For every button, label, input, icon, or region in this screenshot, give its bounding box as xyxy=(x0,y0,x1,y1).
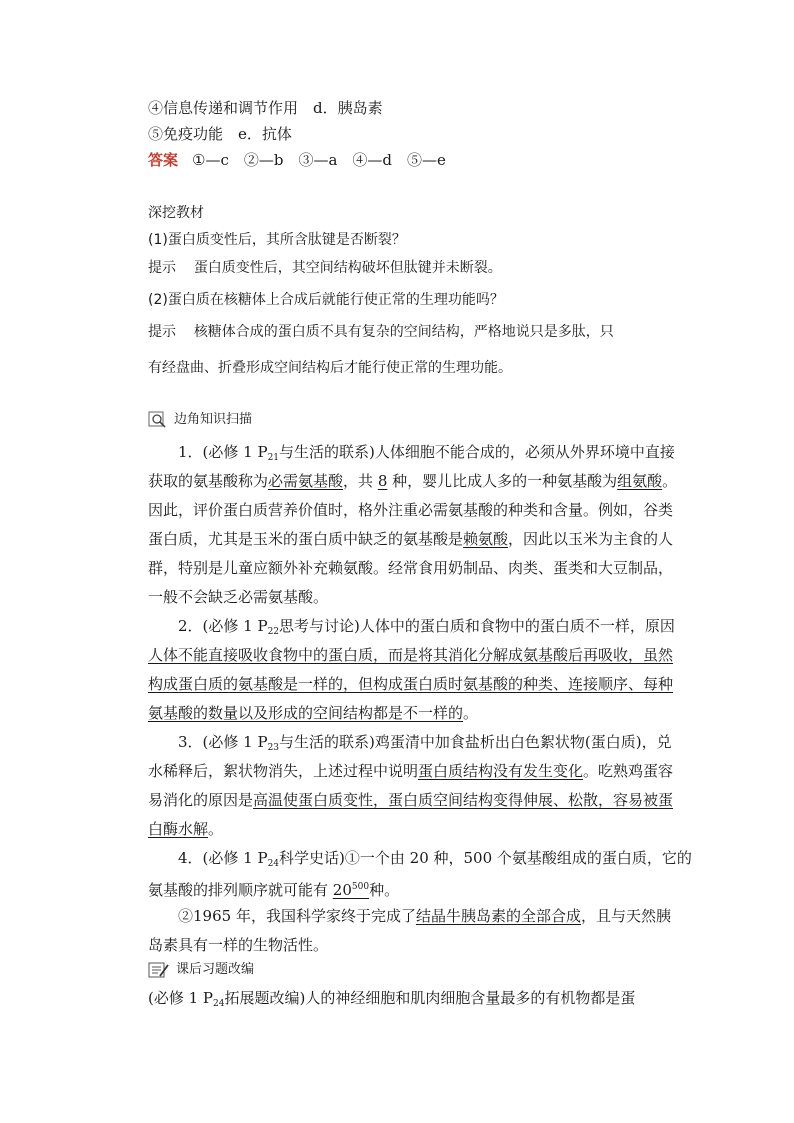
item-text: 。吃熟鸡蛋容 xyxy=(583,762,674,780)
scan-heading-text: 边角知识扫描 xyxy=(174,412,253,427)
answer-blank: 白酶水解 xyxy=(148,820,209,838)
hint-1-text: 蛋白质变性后，其空间结构破坏但肽键并未断裂。 xyxy=(193,260,502,276)
source-ref: (必修 1 P xyxy=(202,443,268,461)
scan-item-1-line-6: 一般不会缺乏必需氨基酸。 xyxy=(148,588,329,606)
item-text: 水稀释后，絮状物消失，上述过程中说明 xyxy=(148,762,419,780)
item-text: 氨基酸的排列顺序就可能有 xyxy=(148,881,333,899)
scan-item-4-line-1 xyxy=(148,848,692,874)
scan-item-2-line-4 xyxy=(148,703,478,723)
item-text: 鸡蛋清中加食盐析出白色絮状物(蛋白质)，兑 xyxy=(374,733,672,751)
item-text: 易消化的原因是 xyxy=(148,791,254,809)
page-subscript: 21 xyxy=(267,453,280,463)
answer-blank: 氨基酸的数量以及形成的空间结构都是不一样的 xyxy=(148,704,464,722)
item-number: 4． xyxy=(178,849,203,867)
source-ref: (必修 1 P xyxy=(148,989,214,1007)
exercise-heading-text: 课后习题改编 xyxy=(176,962,255,977)
item-text: 种，婴儿比成人多的一种氨基酸为 xyxy=(387,472,618,490)
answer-blank: 组氨酸 xyxy=(617,472,663,490)
answer-blank: 蛋白质结构没有发生变化 xyxy=(418,762,584,780)
hint-label: 提示 xyxy=(148,260,176,276)
scan-item-3-line-3 xyxy=(148,790,673,810)
answer-blank: 必需氨基酸 xyxy=(268,472,344,490)
scan-item-3-line-2 xyxy=(148,761,673,781)
page-subscript: 22 xyxy=(267,627,280,637)
item-text: ①一个由 20 种，500 个氨基酸组成的蛋白质，它的 xyxy=(344,849,692,867)
answer-blank: 赖氨酸 xyxy=(463,530,509,548)
hint-1 xyxy=(148,258,502,278)
power-exponent: 500 xyxy=(351,882,370,892)
textbook-heading: 深挖教材 xyxy=(148,205,204,221)
answer-blank: 高温使蛋白质变性，蛋白质空间结构变得伸展、松散，容易被蛋 xyxy=(253,791,674,809)
page-subscript: 24 xyxy=(213,999,225,1009)
scan-item-2-line-1 xyxy=(148,616,675,642)
source-topic: 思考与讨论) xyxy=(279,617,360,635)
scan-item-1-line-1 xyxy=(148,442,675,468)
question-2: (2)蛋白质在核糖体上合成后就能行使正常的生理功能吗？ xyxy=(148,292,504,308)
answer-blank xyxy=(333,881,369,899)
hint-label: 提示 xyxy=(148,324,176,340)
item-text: 。 xyxy=(463,704,479,722)
source-topic: 科学史话) xyxy=(279,849,345,867)
magnifier-icon xyxy=(148,411,168,429)
notebook-icon xyxy=(148,961,170,979)
match-item-5: ⑤免疫功能 e．抗体 xyxy=(148,125,292,143)
item-text: 种。 xyxy=(369,881,400,899)
source-topic: 拓展题改编) xyxy=(224,989,306,1007)
answer-blank: 8 xyxy=(377,472,388,490)
scan-item-4-line-4: 岛素具有一样的生物活性。 xyxy=(148,936,329,954)
scan-item-1-line-2 xyxy=(148,471,677,491)
item-text: 人的神经细胞和肌肉细胞含量最多的有机物都是蛋 xyxy=(305,989,636,1007)
item-number: 3． xyxy=(178,733,203,751)
page-subscript: 23 xyxy=(267,743,280,753)
answer-text: ①—c ②—b ③—a ④—d ⑤—e xyxy=(192,151,446,169)
item-number: 1． xyxy=(178,443,203,461)
page-subscript: 24 xyxy=(267,859,280,869)
item-text: ，因此以玉米为主食的人 xyxy=(508,530,674,548)
scan-heading xyxy=(148,410,252,430)
item-text: ②1965 年，我国科学家终于完成了 xyxy=(178,907,416,925)
source-topic: 与生活的联系) xyxy=(279,733,375,751)
scan-item-3-line-1 xyxy=(148,732,672,758)
scan-item-2-line-2: 人体不能直接吸收食物中的蛋白质，而是将其消化分解成氨基酸后再吸收，虽然 xyxy=(148,646,674,664)
hint-2 xyxy=(148,322,614,342)
source-ref: (必修 1 P xyxy=(202,849,268,867)
power-base: 20 xyxy=(332,881,352,899)
question-1: (1)蛋白质变性后，其所含肽键是否断裂？ xyxy=(148,232,406,248)
hint-2-text-1: 核糖体合成的蛋白质不具有复杂的空间结构，严格地说只是多肽，只 xyxy=(193,324,614,340)
item-text: 。 xyxy=(208,820,224,838)
match-item-4: ④信息传递和调节作用 d．胰岛素 xyxy=(148,99,383,117)
scan-item-2-line-3: 构成蛋白质的氨基酸是一样的，但构成蛋白质时氨基酸的种类、连接顺序、每种 xyxy=(148,675,674,693)
answer-blank: 结晶牛胰岛素的全部合成 xyxy=(415,907,581,925)
item-text: ，共 xyxy=(343,472,378,490)
scan-item-1-line-3: 因此，评价蛋白质营养价值时，格外注重必需氨基酸的种类和含量。例如，谷类 xyxy=(148,501,674,519)
scan-item-4-line-2 xyxy=(148,877,399,900)
item-text: 人体细胞不能合成的，必须从外界环境中直接 xyxy=(374,443,675,461)
source-ref: (必修 1 P xyxy=(202,733,268,751)
item-text: 蛋白质，尤其是玉米的蛋白质中缺乏的氨基酸是 xyxy=(148,530,464,548)
scan-item-4-line-3 xyxy=(148,906,671,926)
scan-item-1-line-4 xyxy=(148,529,673,549)
item-text: 获取的氨基酸称为 xyxy=(148,472,269,490)
exercise-heading xyxy=(148,960,254,980)
item-text: 人体中的蛋白质和食物中的蛋白质不一样，原因 xyxy=(359,617,675,635)
answer-label: 答案 xyxy=(148,151,179,169)
source-ref: (必修 1 P xyxy=(202,617,268,635)
item-text: ，且与天然胰 xyxy=(580,907,671,925)
item-text: 。 xyxy=(662,472,678,490)
scan-item-3-line-4 xyxy=(148,819,223,839)
source-topic: 与生活的联系) xyxy=(279,443,375,461)
hint-2-text-2: 有经盘曲、折叠形成空间结构后才能行使正常的生理功能。 xyxy=(148,360,512,376)
exercise-line-1 xyxy=(148,988,635,1014)
item-number: 2． xyxy=(178,617,203,635)
scan-item-1-line-5: 群，特别是儿童应额外补充赖氨酸。经常食用奶制品、肉类、蛋类和大豆制品， xyxy=(148,559,674,577)
answer-line xyxy=(148,150,446,170)
